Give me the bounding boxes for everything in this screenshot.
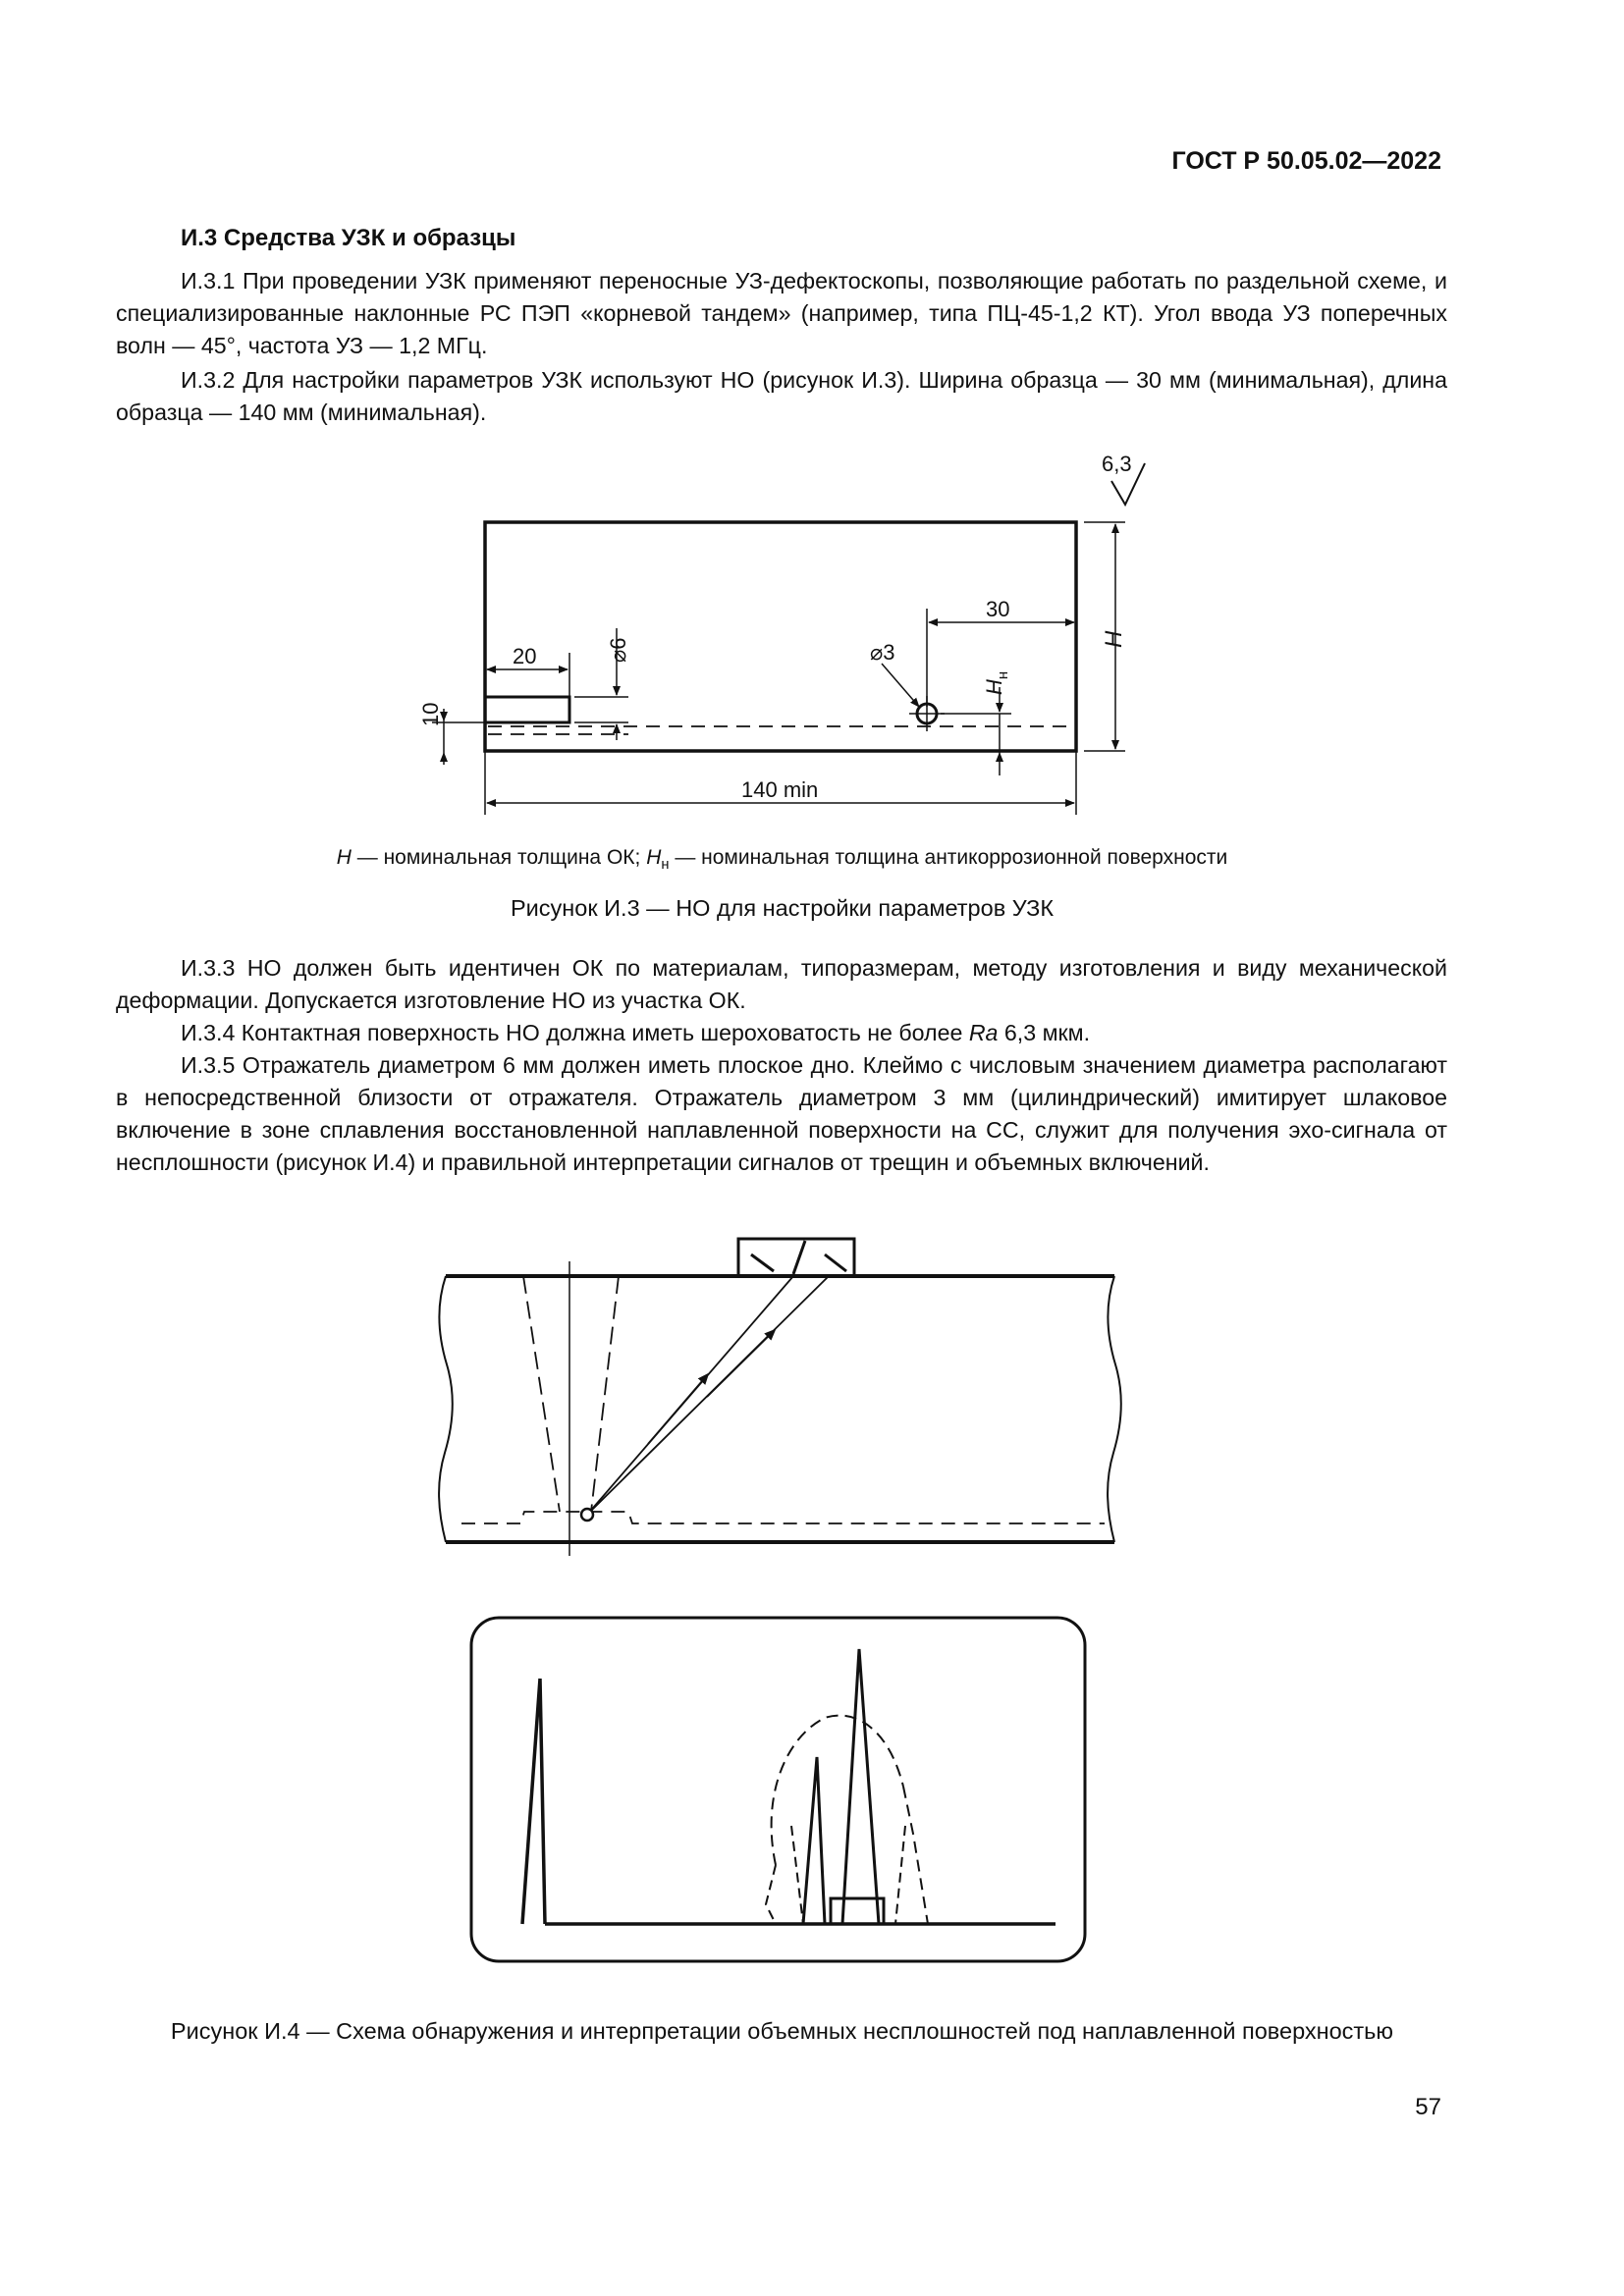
label-H: H — [1101, 630, 1127, 648]
paragraph-i34: И.3.4 Контактная поверхность НО должна иметь шероховатость не более Ra 6,3 мкм. — [181, 1020, 1091, 1045]
figure-i4-caption: Рисунок И.4 — Схема обнаружения и интерпретации объемных несплошностей под наплавленной поверхностью — [170, 2018, 1394, 2044]
initial-pulse — [522, 1679, 545, 1924]
label-d3: ⌀3 — [870, 640, 895, 665]
gate — [831, 1898, 884, 1924]
break-line-left — [439, 1276, 453, 1542]
paragraph-i33: И.3.3 НО должен быть идентичен ОК по материалам, типоразмерам, методу изготовления и виду механической деформации. Допускается изготовление НО из участка ОК. — [116, 955, 1447, 1013]
label-30: 30 — [986, 597, 1010, 621]
section-title: И.3 Средства УЗК и образцы — [181, 225, 516, 251]
label-d6: ⌀6 — [606, 637, 630, 663]
screen-frame — [471, 1618, 1085, 1961]
page-number: 57 — [1415, 2094, 1441, 2120]
label-Hn: $H_н$ — [982, 670, 1011, 695]
envelope — [772, 1716, 903, 1865]
label-roughness: 6,3 — [1102, 452, 1132, 476]
cladding-boundary — [461, 1512, 1105, 1523]
document-header: ГОСТ Р 50.05.02—2022 — [1171, 147, 1441, 175]
label-10: 10 — [418, 702, 443, 726]
label-140: 140 min — [741, 777, 819, 802]
defect — [581, 1509, 593, 1521]
paragraph-i31: И.3.1 При проведении УЗК применяют переносные УЗ-дефектоскопы, позволяющие работать по раздельной схеме, и специализированные наклонные РС ПЭП «корневой тандем» (например, типа ПЦ-45-1,2 КТ). Угол ввода УЗ поперечных волн — 45°, частота УЗ — 1,2 МГц. — [116, 268, 1447, 358]
figure-i3-caption: Рисунок И.3 — НО для настройки параметров УЗК — [510, 895, 1055, 921]
envelope-right — [903, 1787, 928, 1924]
paragraph-i32: И.3.2 Для настройки параметров УЗК используют НО (рисунок И.3). Ширина образца — 30 мм (минимальная), длина образца — 140 мм (минимальная). — [116, 367, 1447, 425]
echo-peak-2 — [842, 1649, 879, 1924]
label-20: 20 — [513, 644, 537, 668]
figure-i3-legend: H — номинальная толщина ОК; $H_н$ — номинальная толщина антикоррозионной поверхности — [336, 846, 1228, 874]
paragraph-i35: И.3.5 Отражатель диаметром 6 мм должен иметь плоское дно. Клеймо с числовым значением диаметра располагают в непосредственной близости от отражателя. Отражатель диаметром 3 мм (цилиндрический) имитирует шлаковое включение в зоне сплавления восстановленной наплавленной поверхности на СС, служит для получения эхо-сигнала от несплошности (рисунок И.4) и правильной интерпретации сигналов от трещин и объемных включений. — [116, 1052, 1447, 1175]
echo-peak-1 — [803, 1757, 825, 1924]
break-line-right — [1108, 1276, 1121, 1542]
